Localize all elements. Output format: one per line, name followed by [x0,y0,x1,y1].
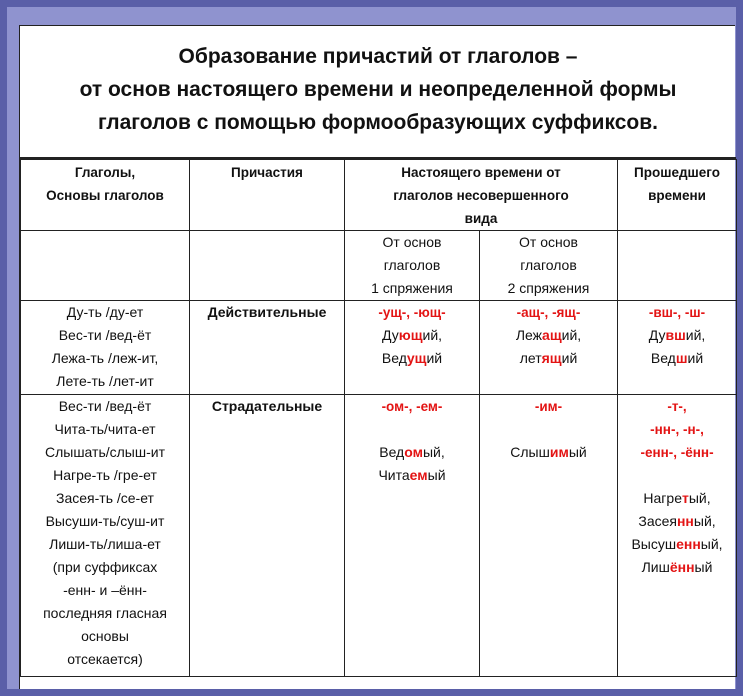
example-ending: ый, [422,444,445,460]
passive-verb-4: Нагре-ть /гре-ет [53,467,157,483]
passive-verb-6: Высуши-ть/суш-ит [45,513,165,529]
passive-note-5: отсекается) [67,651,143,667]
subheader-conj1 [345,231,480,301]
example-ending: ый, [700,536,723,552]
active-conj1-example-1 [347,324,477,347]
example-ending: ый, [693,513,716,529]
subheader-conj2-line-2: глаголов [520,257,577,273]
passive-past-example-1 [620,487,734,510]
example-suffix: вш [665,327,686,343]
subheader-conj2-line-1: От основ [519,234,578,250]
example-ending: ый [427,467,446,483]
passive-conj2-example-1 [482,441,615,464]
example-ending: ый [568,444,587,460]
example-stem: Вед [379,444,405,460]
passive-conj1-example-1 [347,441,477,464]
example-suffix: им [549,444,569,460]
active-conj2-example-2 [482,347,615,370]
passive-verb-5: Засея-ть /се-ет [56,490,154,506]
passive-past-example-2 [620,510,734,533]
subheader-conj1-line-3: 1 спряжения [371,280,453,296]
subheader-empty-1 [21,231,190,301]
active-conj2-suffix: -ащ-, -ящ- [516,305,581,320]
example-stem: Вед [650,350,676,366]
active-conj1-suffix: -ущ-, -ющ- [378,305,446,320]
passive-verb-3: Слышать/слыш-ит [44,444,165,460]
example-suffix: ем [409,467,428,483]
example-suffix: ом [404,444,423,460]
active-past-example-2 [620,347,734,370]
example-stem: Чита [378,467,410,483]
example-suffix: ящ [541,350,562,366]
passive-label: Страдательные [211,398,323,414]
passive-conj2-suffix: -им- [534,399,563,414]
page-title [20,40,736,139]
example-stem: Высуш [631,536,677,552]
passive-conj2 [480,395,618,677]
active-label: Действительные [207,304,327,320]
passive-verb-2: Чита-ть/чита-ет [54,421,156,437]
participle-table [20,159,737,677]
example-stem: Засея [638,513,677,529]
passive-verb-1: Вес-ти /вед-ёт [58,398,152,414]
example-suffix: нн [676,513,694,529]
example-ending: ий, [561,327,582,343]
example-suffix: ш [675,350,688,366]
example-ending: ий [687,350,704,366]
passive-note-2: -енн- и –ённ- [63,582,147,598]
header-present-line-1: Настоящего времени от [401,165,561,180]
passive-label-cell [190,395,345,677]
example-stem: Леж [515,327,543,343]
passive-note-1: (при суффиксах [52,559,158,575]
example-stem: Ду [381,327,399,343]
active-past-suffix: -вш-, -ш- [648,305,706,320]
passive-verbs [21,395,190,677]
passive-note-4: основы [81,628,129,644]
table-header-row [21,160,737,231]
example-ending: ий [561,350,578,366]
example-suffix: т [681,490,689,506]
passive-past [618,395,737,677]
spacer [620,464,734,487]
header-verbs-line-1: Глаголы, [74,165,136,180]
passive-past-suffix-1: -т-, [667,399,687,414]
title-line-3: глаголов с помощью формообразующих суффиксов. [98,111,658,134]
subheader-empty-3 [618,231,737,301]
active-conj1-example-2 [347,347,477,370]
example-ending: ий [426,350,443,366]
example-stem: Вед [381,350,407,366]
example-ending: ий, [422,327,443,343]
active-verb-1: Ду-ть /ду-ет [66,304,144,320]
example-ending: ый [694,559,713,575]
passive-past-example-4 [620,556,734,579]
header-verbs-line-2: Основы глаголов [46,188,164,203]
header-present [345,160,618,231]
passive-conj1-suffix: -ом-, -ем- [381,399,443,414]
header-past-line-1: Прошедшего [634,165,720,180]
passive-conj1-example-2 [347,464,477,487]
outer-frame [7,7,736,689]
passive-note-3: последняя гласная [43,605,167,621]
header-participles-label: Причастия [231,165,303,180]
active-past [618,301,737,395]
title-line-1: Образование причастий от глаголов – [178,45,578,68]
subheader-conj2 [480,231,618,301]
example-stem: Лиш [641,559,670,575]
subheader-conj1-line-1: От основ [382,234,442,250]
spacer [482,418,615,441]
spacer [347,418,477,441]
example-stem: Слыш [510,444,550,460]
example-ending: ый, [688,490,711,506]
example-suffix: ущ [406,350,427,366]
header-participles [190,160,345,231]
passive-past-suffix-3: -енн-, -ённ- [640,445,714,460]
header-verbs [21,160,190,231]
active-conj2-example-1 [482,324,615,347]
active-conj2 [480,301,618,395]
active-verb-3: Лежа-ть /леж-ит, [51,350,159,366]
table-subheader-row [21,231,737,301]
example-suffix: ющ [398,327,423,343]
subheader-conj2-line-3: 2 спряжения [507,280,590,296]
header-past-line-2: времени [648,188,706,203]
document-sheet [19,25,735,689]
header-present-line-2: глаголов несовершенного [393,188,569,203]
example-ending: ий, [685,327,706,343]
passive-conj1 [345,395,480,677]
passive-past-example-3 [620,533,734,556]
header-present-line-3: вида [464,211,498,226]
table-row-passive [21,395,737,677]
example-stem: Ду [648,327,666,343]
header-past [618,160,737,231]
subheader-conj1-line-2: глаголов [383,257,441,273]
active-verb-2: Вес-ти /вед-ёт [58,327,152,343]
active-past-example-1 [620,324,734,347]
example-suffix: ённ [669,559,695,575]
active-verb-4: Лете-ть /лет-ит [56,373,154,389]
example-suffix: ащ [542,327,562,343]
active-conj1 [345,301,480,395]
passive-verb-7: Лиши-ть/лиша-ет [49,536,161,552]
subheader-empty-2 [190,231,345,301]
table-row-active [21,301,737,395]
active-label-cell [190,301,345,395]
example-stem: Нагре [643,490,682,506]
passive-past-suffix-2: -нн-, -н-, [650,422,704,437]
title-line-2: от основ настоящего времени и неопределенной формы [79,78,677,101]
active-verbs [21,301,190,395]
example-suffix: енн [676,536,701,552]
example-stem: лет [519,350,542,366]
